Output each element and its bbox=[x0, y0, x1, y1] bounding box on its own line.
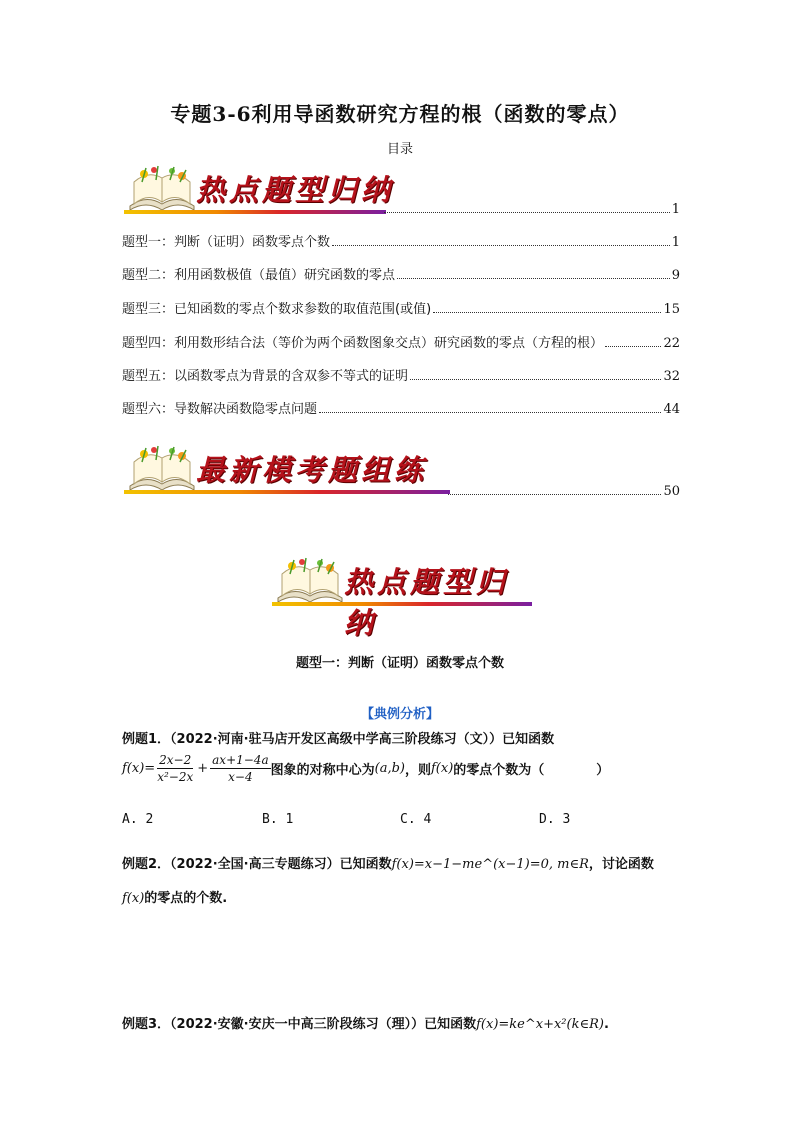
option-a[interactable]: A. 2 bbox=[122, 812, 154, 827]
toc-leader bbox=[397, 277, 670, 279]
example-3-line-1: 例题3．（2022·安徽·安庆一中高三阶段练习（理））已知函数f(x)=ke^x+x²(k∈R). bbox=[122, 1017, 609, 1032]
toc-row[interactable] bbox=[122, 333, 680, 351]
example-1-fraction-2: $\frac{ax+1-4a}{x-4}$ bbox=[212, 753, 269, 784]
toc-row[interactable] bbox=[122, 232, 680, 250]
banner-hot-bar bbox=[272, 602, 532, 606]
example-analysis-heading: 【典例分析】 bbox=[360, 707, 439, 722]
toc-page: 22 bbox=[663, 336, 680, 351]
toc-label: 题型一：判断（证明）函数零点个数 bbox=[122, 235, 331, 250]
example-2-formula: f(x)=x−1−me^(x−1)=0, m∈R bbox=[391, 857, 589, 872]
toc-row[interactable] bbox=[122, 366, 680, 384]
document-title: 专题3-6利用导函数研究方程的根（函数的零点） bbox=[170, 102, 630, 126]
toc-label: 题型三：已知函数的零点个数求参数的取值范围(或值) bbox=[122, 302, 432, 317]
example-2-label: 例题2．（2022·全国·高三专题练习）已知函数 bbox=[122, 857, 392, 872]
toc-page: 50 bbox=[663, 484, 680, 499]
toc-leader bbox=[319, 411, 661, 413]
example-2-line-1: 例题2．（2022·全国·高三专题练习）已知函数f(x)=x−1−me^(x−1)=0, m∈R，讨论函数 bbox=[122, 857, 654, 872]
toc-page: 15 bbox=[663, 302, 680, 317]
toc-leader bbox=[433, 311, 661, 313]
toc-label: 题型五：以函数零点为背景的含双参不等式的证明 bbox=[122, 369, 409, 384]
banner-hot-topics-section bbox=[270, 556, 535, 640]
toc-row[interactable] bbox=[122, 199, 680, 217]
toc-page: 9 bbox=[671, 268, 680, 283]
open-book-icon bbox=[270, 556, 350, 606]
toc-leader bbox=[332, 244, 670, 246]
toc-leader bbox=[605, 345, 661, 347]
option-d[interactable]: D. 3 bbox=[539, 812, 571, 827]
toc-page: 1 bbox=[671, 235, 680, 250]
option-b[interactable]: B. 1 bbox=[262, 812, 294, 827]
banner-latest-text: 最新模考题组练 bbox=[196, 453, 428, 487]
banner-hot-text: 热点题型归纳 bbox=[344, 565, 510, 640]
example-3-formula: f(x)=ke^x+x²(k∈R) bbox=[476, 1017, 604, 1032]
example-2-line-2: f(x)的零点的个数. bbox=[122, 891, 228, 906]
toc-page: 32 bbox=[663, 369, 680, 384]
toc-leader bbox=[384, 211, 670, 213]
option-c[interactable]: C. 4 bbox=[400, 812, 432, 827]
toc-leader bbox=[410, 378, 661, 380]
toc-leader bbox=[448, 493, 661, 495]
toc-row[interactable] bbox=[122, 299, 680, 317]
toc-page: 44 bbox=[663, 402, 680, 417]
toc-row[interactable] bbox=[122, 265, 680, 283]
toc-label: 题型四：利用数形结合法（等价为两个函数图象交点）研究函数的零点（方程的根） bbox=[122, 336, 604, 351]
banner-hot-text: 热点题型归纳 bbox=[196, 173, 395, 207]
example-1-body: f(x)= $\frac{2x-2}{\text{x²−2x}}$ + $\frac{ax+1-4a}{x-4}$ 图象的对称中心为 (a,b) ，则 f(x) 的零点个数为（ ） bbox=[122, 753, 610, 784]
section-title: 题型一：判断（证明）函数零点个数 bbox=[295, 656, 504, 671]
toc-heading: 目录 bbox=[386, 142, 413, 157]
toc-row[interactable] bbox=[122, 481, 680, 499]
toc-page: 1 bbox=[671, 202, 680, 217]
example-1-label: 例题1．（2022·河南·驻马店开发区高级中学高三阶段练习（文））已知函数 bbox=[122, 732, 555, 747]
example-3-label: 例题3．（2022·安徽·安庆一中高三阶段练习（理））已知函数 bbox=[122, 1017, 477, 1032]
toc-row[interactable] bbox=[122, 399, 680, 417]
toc-label: 题型二：利用函数极值（最值）研究函数的零点 bbox=[122, 268, 396, 283]
toc-label: 题型六：导数解决函数隐零点问题 bbox=[122, 402, 318, 417]
example-1-fraction-1: $\frac{2x-2}{\text{x²−2x}}$ bbox=[157, 753, 194, 784]
example-1-fx: f(x)= bbox=[122, 761, 156, 776]
